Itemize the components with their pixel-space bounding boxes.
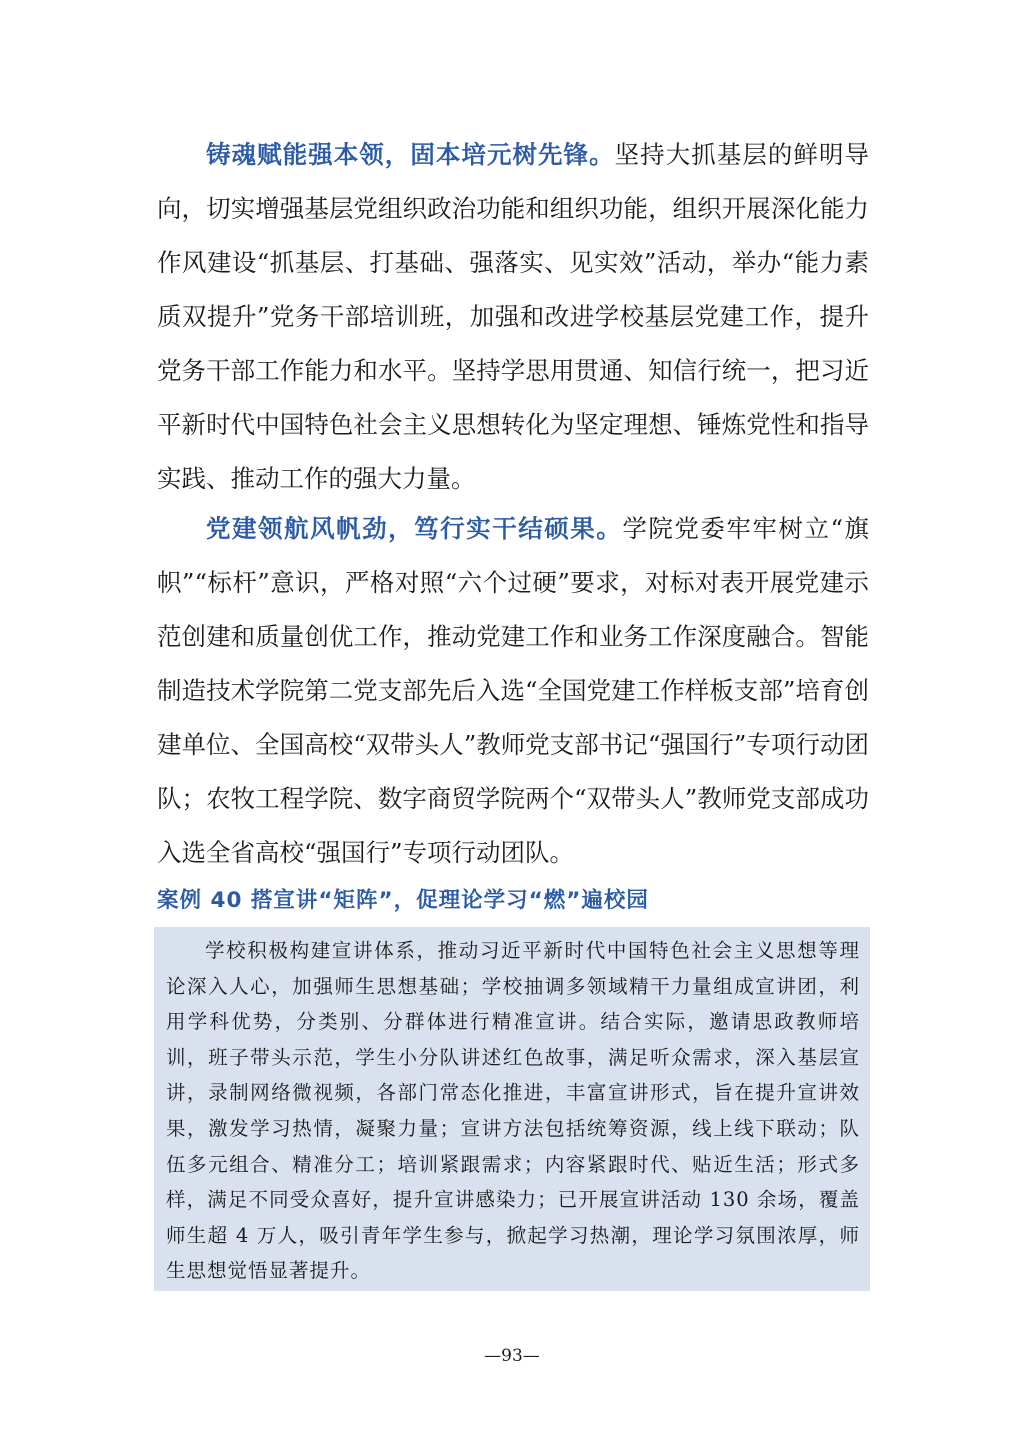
paragraph-1-lead: 铸魂赋能强本领，固本培元树先锋。	[206, 140, 615, 169]
page-number: —93—	[484, 1346, 540, 1366]
paragraph-2-body: 学院党委牢牢树立“旗帜”“标杆”意识，严格对照“六个过硬”要求，对标对表开展党建示范创建和质量创优工作，推动党建工作和业务工作深度融合。智能制造技术学院第二党支部先后入选“全国党建工作样板支部”培育创建单位、全国高校“双带头人”教师党支部书记“强国行”专项行动团队；农牧工程学院、数字商贸学院两个“双带头人”教师党支部成功入选全省高校“强国行”专项行动团队。	[157, 514, 870, 867]
case-text: 学校积极构建宣讲体系，推动习近平新时代中国特色社会主义思想等理论深入人心，加强师生思想基础；学校抽调多领域精干力量组成宣讲团，利用学科优势，分类别、分群体进行精准宣讲。结合实际，邀请思政教师培训，班子带头示范，学生小分队讲述红色故事，满足听众需求，深入基层宣讲，录制网络微视频，各部门常态化推进，丰富宣讲形式，旨在提升宣讲效果，激发学习热情，凝聚力量；宣讲方法包括统筹资源，线上线下联动；队伍多元组合、精准分工；培训紧跟需求；内容紧跟时代、贴近生活；形式多样，满足不同受众喜好，提升宣讲感染力；已开展宣讲活动 130 余场，覆盖师生超 4 万人，吸引青年学生参与，掀起学习热潮，理论学习氛围浓厚，师生思想觉悟显著提升。	[166, 939, 860, 1283]
paragraph-2-lead: 党建领航风帆劲，笃行实干结硕果。	[206, 514, 623, 543]
case-title: 案例 40 搭宣讲“矩阵”，促理论学习“燃”遍校园	[157, 888, 649, 913]
paragraph-1-body: 坚持大抓基层的鲜明导向，切实增强基层党组织政治功能和组织功能，组织开展深化能力作风建设“抓基层、打基础、强落实、见实效”活动，举办“能力素质双提升”党务干部培训班，加强和改进学校基层党建工作，提升党务干部工作能力和水平。坚持学思用贯通、知信行统一，把习近平新时代中国特色社会主义思想转化为坚定理想、锤炼党性和指导实践、推动工作的强大力量。	[157, 140, 869, 493]
paragraph-2	[157, 502, 869, 880]
case-box	[154, 927, 870, 1291]
paragraph-1	[157, 128, 869, 506]
